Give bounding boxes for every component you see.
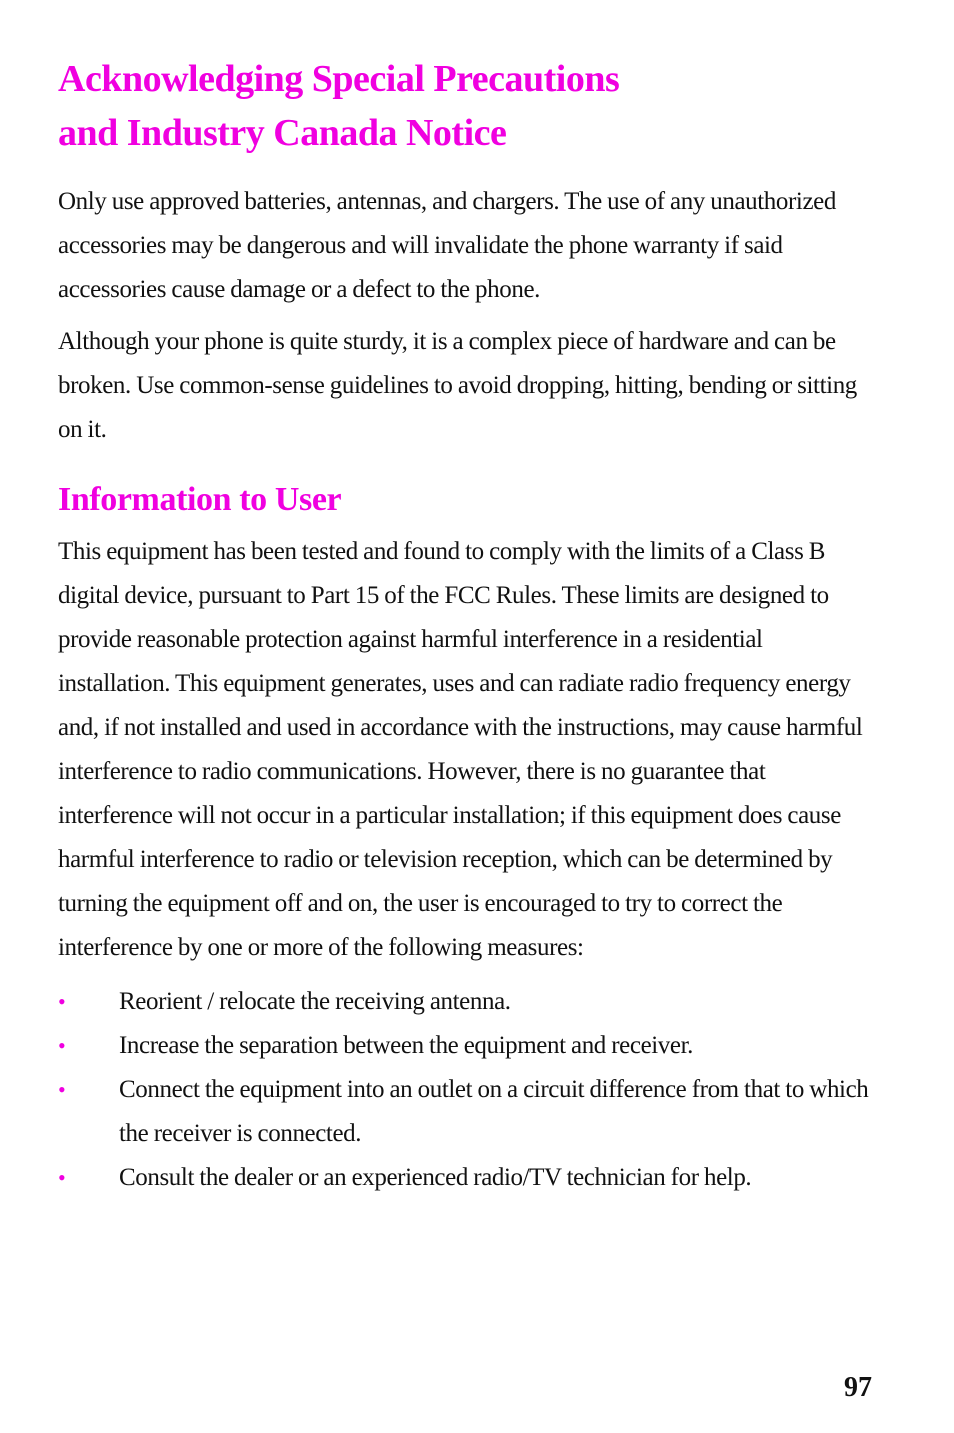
bullet-icon: • (58, 989, 66, 1014)
list-item-text: Connect the equipment into an outlet on a circuit difference from that to which the receiver is connected. (119, 1076, 869, 1147)
bullet-icon: • (58, 1077, 66, 1102)
list-item (58, 1024, 880, 1068)
list-item (58, 980, 880, 1024)
bullet-icon: • (58, 1165, 66, 1190)
list-item-text: Increase the separation between the equipment and receiver. (119, 1032, 693, 1059)
page-number: 97 (844, 1372, 872, 1403)
page-title-line-1: Acknowledging Special Precautions (58, 58, 620, 100)
bullet-icon: • (58, 1033, 66, 1058)
list-item (58, 1068, 880, 1156)
paragraph-approved-accessories: Only use approved batteries, antennas, and chargers. The use of any unauthorized accessories may be dangerous and will invalidate the phone warranty if said accessories cause damage or a defect to the phone. (58, 188, 836, 303)
page-title (58, 52, 880, 160)
list-item-text: Consult the dealer or an experienced radio/TV technician for help. (119, 1164, 752, 1191)
measures-list (58, 980, 880, 1200)
section-heading-information-to-user: Information to User (58, 481, 342, 518)
list-item (58, 1156, 880, 1200)
list-item-text: Reorient / relocate the receiving antenna. (119, 988, 511, 1015)
document-page (58, 52, 880, 1200)
paragraph-sturdy-phone: Although your phone is quite sturdy, it is a complex piece of hardware and can be broken. Use common-sense guidelines to avoid dropping, hitting, bending or sitting on it. (58, 328, 857, 443)
page-title-line-2: and Industry Canada Notice (58, 112, 507, 154)
paragraph-fcc-notice: This equipment has been tested and found to comply with the limits of a Class B digital device, pursuant to Part 15 of the FCC Rules. These limits are designed to provide reasonable protection against harmful interference in a residential installation. This equipment generates, uses and can radiate radio frequency energy and, if not installed and used in accordance with the instructions, may cause harmful interference to radio communications. However, there is no guarantee that interference will not occur in a particular installation; if this equipment does cause harmful interference to radio or television reception, which can be determined by turning the equipment off and on, the user is encouraged to try to correct the interference by one or more of the following measures: (58, 538, 863, 961)
